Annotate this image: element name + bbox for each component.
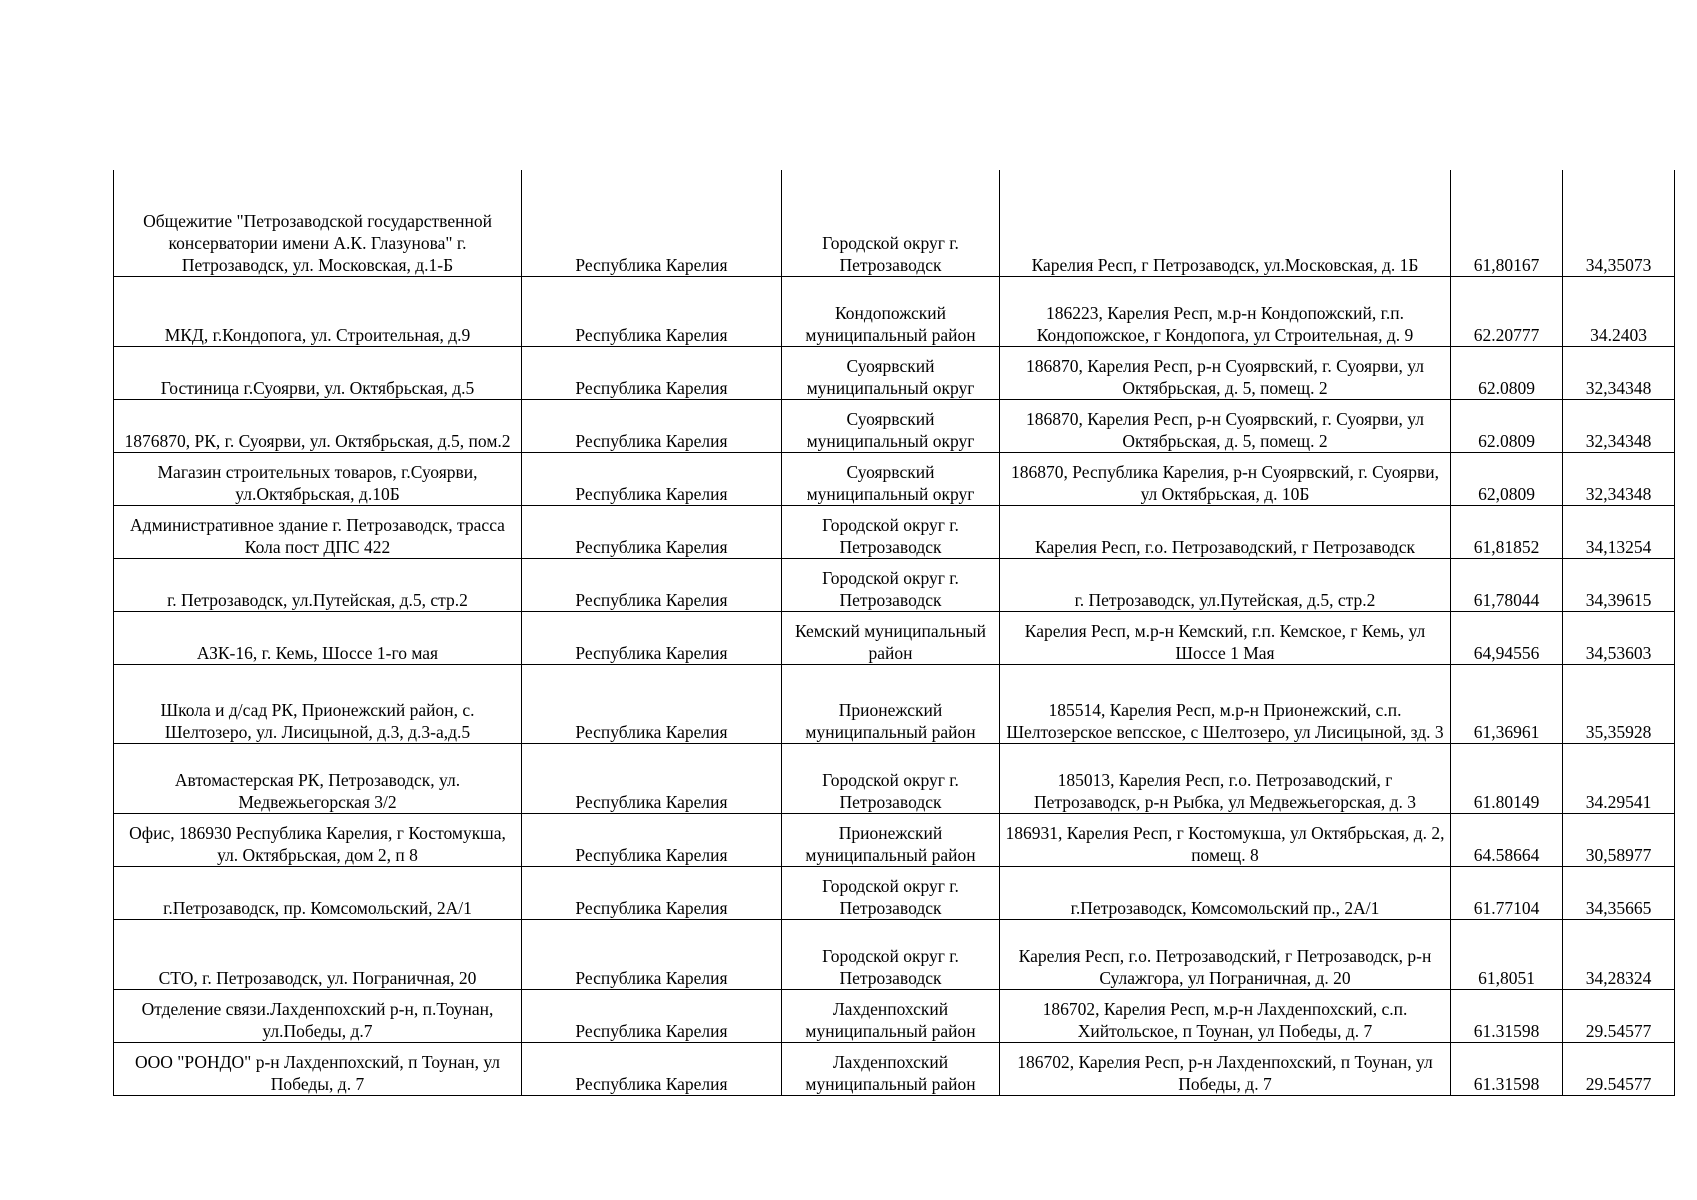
object-name-cell: Школа и д/сад РК, Прионежский район, с. Шелтозеро, ул. Лисицыной, д.3, д.3-а,д.5 <box>114 664 522 743</box>
municipality-cell: Городской округ г. Петрозаводск <box>782 170 1000 276</box>
longitude-cell: 34,35073 <box>1563 170 1675 276</box>
municipality-cell: Прионежский муниципальный район <box>782 813 1000 866</box>
longitude-cell: 32,34348 <box>1563 346 1675 399</box>
region-cell: Республика Карелия <box>522 919 782 989</box>
object-name-cell: Магазин строительных товаров, г.Суоярви, ул.Октябрьская, д.10Б <box>114 452 522 505</box>
object-name-cell: МКД, г.Кондопога, ул. Строительная, д.9 <box>114 276 522 346</box>
latitude-cell: 61.31598 <box>1451 1042 1563 1095</box>
object-name-cell: г. Петрозаводск, ул.Путейская, д.5, стр.2 <box>114 558 522 611</box>
municipality-cell: Городской округ г. Петрозаводск <box>782 919 1000 989</box>
longitude-cell: 30,58977 <box>1563 813 1675 866</box>
object-name-cell: Гостиница г.Суоярви, ул. Октябрьская, д.5 <box>114 346 522 399</box>
table-row <box>114 399 1675 452</box>
municipality-cell: Городской округ г. Петрозаводск <box>782 743 1000 813</box>
table-row <box>114 452 1675 505</box>
object-name-cell: 1876870, РК, г. Суоярви, ул. Октябрьская, д.5, пом.2 <box>114 399 522 452</box>
table-row <box>114 1042 1675 1095</box>
address-cell: 185013, Карелия Респ, г.о. Петрозаводский, г Петрозаводск, р-н Рыбка, ул Медвежьегорская, д. 3 <box>1000 743 1451 813</box>
longitude-cell: 34.2403 <box>1563 276 1675 346</box>
object-name-cell: Административное здание г. Петрозаводск, трасса Кола пост ДПС 422 <box>114 505 522 558</box>
address-cell: 186870, Карелия Респ, р-н Суоярвский, г. Суоярви, ул Октябрьская, д. 5, помещ. 2 <box>1000 346 1451 399</box>
municipality-cell: Городской округ г. Петрозаводск <box>782 505 1000 558</box>
municipality-cell: Лахденпохский муниципальный район <box>782 1042 1000 1095</box>
longitude-cell: 34,35665 <box>1563 866 1675 919</box>
table-row <box>114 276 1675 346</box>
latitude-cell: 62,0809 <box>1451 452 1563 505</box>
latitude-cell: 64.58664 <box>1451 813 1563 866</box>
object-name-cell: Автомастерская РК, Петрозаводск, ул. Медвежьегорская 3/2 <box>114 743 522 813</box>
longitude-cell: 34.29541 <box>1563 743 1675 813</box>
region-cell: Республика Карелия <box>522 346 782 399</box>
address-cell: Карелия Респ, г.о. Петрозаводский, г Петрозаводск <box>1000 505 1451 558</box>
object-name-cell: АЗК-16, г. Кемь, Шоссе 1-го мая <box>114 611 522 664</box>
municipality-cell: Суоярвский муниципальный округ <box>782 399 1000 452</box>
address-cell: 185514, Карелия Респ, м.р-н Прионежский, с.п. Шелтозерское вепсское, с Шелтозеро, ул Лисицыной, зд. 3 <box>1000 664 1451 743</box>
address-cell: Карелия Респ, м.р-н Кемский, г.п. Кемское, г Кемь, ул Шоссе 1 Мая <box>1000 611 1451 664</box>
region-cell: Республика Карелия <box>522 505 782 558</box>
region-cell: Республика Карелия <box>522 664 782 743</box>
municipality-cell: Кондопожский муниципальный район <box>782 276 1000 346</box>
table-row <box>114 866 1675 919</box>
latitude-cell: 62.0809 <box>1451 346 1563 399</box>
municipality-cell: Городской округ г. Петрозаводск <box>782 558 1000 611</box>
region-cell: Республика Карелия <box>522 558 782 611</box>
longitude-cell: 32,34348 <box>1563 452 1675 505</box>
address-cell: Карелия Респ, г Петрозаводск, ул.Московская, д. 1Б <box>1000 170 1451 276</box>
object-name-cell: Общежитие "Петрозаводской государственной консерватории имени А.К. Глазунова" г. Петрозаводск, ул. Московская, д.1-Б <box>114 170 522 276</box>
region-cell: Республика Карелия <box>522 170 782 276</box>
latitude-cell: 62.20777 <box>1451 276 1563 346</box>
region-cell: Республика Карелия <box>522 1042 782 1095</box>
municipality-cell: Кемский муниципальный район <box>782 611 1000 664</box>
objects-table <box>113 170 1675 1096</box>
object-name-cell: Офис, 186930 Республика Карелия, г Костомукша, ул. Октябрьская, дом 2, п 8 <box>114 813 522 866</box>
longitude-cell: 29.54577 <box>1563 989 1675 1042</box>
latitude-cell: 61,81852 <box>1451 505 1563 558</box>
document-page <box>113 170 1674 1096</box>
region-cell: Республика Карелия <box>522 276 782 346</box>
region-cell: Республика Карелия <box>522 813 782 866</box>
latitude-cell: 61,78044 <box>1451 558 1563 611</box>
region-cell: Республика Карелия <box>522 866 782 919</box>
municipality-cell: Суоярвский муниципальный округ <box>782 452 1000 505</box>
table-row <box>114 170 1675 276</box>
region-cell: Республика Карелия <box>522 743 782 813</box>
municipality-cell: Городской округ г. Петрозаводск <box>782 866 1000 919</box>
region-cell: Республика Карелия <box>522 989 782 1042</box>
longitude-cell: 34,39615 <box>1563 558 1675 611</box>
region-cell: Республика Карелия <box>522 452 782 505</box>
region-cell: Республика Карелия <box>522 611 782 664</box>
region-cell: Республика Карелия <box>522 399 782 452</box>
latitude-cell: 62.0809 <box>1451 399 1563 452</box>
municipality-cell: Прионежский муниципальный район <box>782 664 1000 743</box>
latitude-cell: 61.77104 <box>1451 866 1563 919</box>
object-name-cell: ООО "РОНДО" р-н Лахденпохский, п Тоунан, ул Победы, д. 7 <box>114 1042 522 1095</box>
address-cell: 186870, Республика Карелия, р-н Суоярвский, г. Суоярви, ул Октябрьская, д. 10Б <box>1000 452 1451 505</box>
object-name-cell: СТО, г. Петрозаводск, ул. Пограничная, 20 <box>114 919 522 989</box>
address-cell: 186931, Карелия Респ, г Костомукша, ул Октябрьская, д. 2, помещ. 8 <box>1000 813 1451 866</box>
latitude-cell: 64,94556 <box>1451 611 1563 664</box>
address-cell: 186870, Карелия Респ, р-н Суоярвский, г. Суоярви, ул Октябрьская, д. 5, помещ. 2 <box>1000 399 1451 452</box>
table-row <box>114 919 1675 989</box>
address-cell: г.Петрозаводск, Комсомольский пр., 2А/1 <box>1000 866 1451 919</box>
latitude-cell: 61,36961 <box>1451 664 1563 743</box>
address-cell: 186223, Карелия Респ, м.р-н Кондопожский, г.п. Кондопожское, г Кондопога, ул Строительная, д. 9 <box>1000 276 1451 346</box>
address-cell: г. Петрозаводск, ул.Путейская, д.5, стр.2 <box>1000 558 1451 611</box>
object-name-cell: Отделение связи.Лахденпохский р-н, п.Тоунан, ул.Победы, д.7 <box>114 989 522 1042</box>
table-row <box>114 611 1675 664</box>
longitude-cell: 35,35928 <box>1563 664 1675 743</box>
table-row <box>114 664 1675 743</box>
longitude-cell: 32,34348 <box>1563 399 1675 452</box>
latitude-cell: 61,80167 <box>1451 170 1563 276</box>
latitude-cell: 61.31598 <box>1451 989 1563 1042</box>
table-row <box>114 743 1675 813</box>
address-cell: 186702, Карелия Респ, р-н Лахденпохский, п Тоунан, ул Победы, д. 7 <box>1000 1042 1451 1095</box>
address-cell: Карелия Респ, г.о. Петрозаводский, г Петрозаводск, р-н Сулажгора, ул Пограничная, д. 20 <box>1000 919 1451 989</box>
longitude-cell: 34,13254 <box>1563 505 1675 558</box>
longitude-cell: 34,53603 <box>1563 611 1675 664</box>
latitude-cell: 61,8051 <box>1451 919 1563 989</box>
latitude-cell: 61.80149 <box>1451 743 1563 813</box>
table-row <box>114 558 1675 611</box>
address-cell: 186702, Карелия Респ, м.р-н Лахденпохский, с.п. Хийтольское, п Тоунан, ул Победы, д. 7 <box>1000 989 1451 1042</box>
table-row <box>114 505 1675 558</box>
table-row <box>114 346 1675 399</box>
longitude-cell: 29.54577 <box>1563 1042 1675 1095</box>
municipality-cell: Лахденпохский муниципальный район <box>782 989 1000 1042</box>
table-row <box>114 989 1675 1042</box>
table-row <box>114 813 1675 866</box>
object-name-cell: г.Петрозаводск, пр. Комсомольский, 2А/1 <box>114 866 522 919</box>
municipality-cell: Суоярвский муниципальный округ <box>782 346 1000 399</box>
longitude-cell: 34,28324 <box>1563 919 1675 989</box>
